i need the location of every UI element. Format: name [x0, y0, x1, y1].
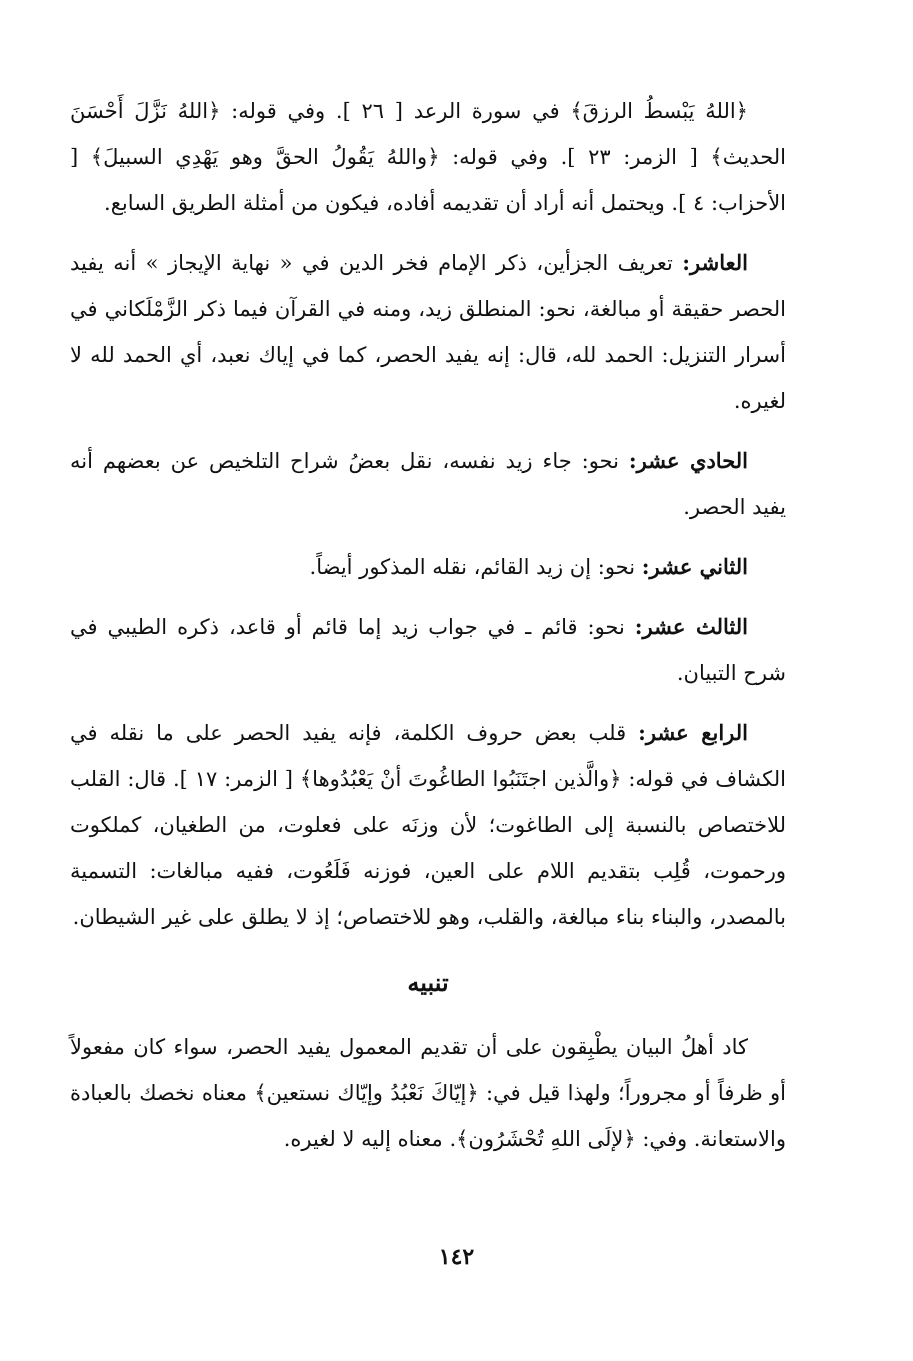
paragraph-lead: الحادي عشر: [628, 448, 748, 473]
paragraph-text: ﴿اللهُ يَبْسطُ الرزقَ﴾ في سورة الرعد [ ٢٦ ]. وفي قوله: ﴿اللهُ نَزَّلَ أَحْسَنَ الحديث﴾ [ الزمر: ٢٣ ]. وفي قوله: ﴿واللهُ يَقُولُ الحقَّ وهو يَهْدِي السبيلَ﴾ [ الأحزاب: ٤ ]. ويحتمل أنه أراد أن تقديمه أفاده، فيكون من أمثلة الطريق السابع. [70, 99, 787, 215]
paragraph-text: قلب بعض حروف الكلمة، فإنه يفيد الحصر على ما نقله في الكشاف في قوله: ﴿والَّذين اجتَنَبُوا الطاغُوتَ أنْ يَعْبُدُوها﴾ [ الزمر: ١٧ ]. قال: القلب للاختصاص بالنسبة إلى الطاغوت؛ لأن وزنَه على فعلوت، من الطغيان، كملكوت ورحموت، قُلِب بتقديم اللام على العين، فوزنه فَلَعُوت، ففيه مبالغات: التسمية بالمصدر، والبناء بناء مبالغة، والقلب، وهو للاختصاص؛ إذ لا يطلق على غير الشيطان. [70, 721, 786, 929]
paragraph-fourteenth [70, 710, 786, 940]
paragraph-continuation [70, 88, 786, 226]
paragraph-thirteenth [70, 604, 786, 696]
section-heading: تنبيه [407, 968, 449, 997]
paragraph-text: نحو: قائم ـ في جواب زيد إما قائم أو قاعد، ذكره الطيبي في شرح التبيان. [70, 615, 786, 685]
paragraph-twelfth [70, 544, 786, 590]
paragraph-eleventh [70, 438, 786, 530]
note-paragraph: كاد أهلُ البيان يطْبِقون على أن تقديم المعمول يفيد الحصر، سواء كان مفعولاً أو ظرفاً أو مجروراً؛ ولهذا قيل في: ﴿إيّاكَ نَعْبُدُ وإيّاك نستعين﴾ معناه نخصك بالعبادة والاستعانة. وفي: ﴿لإلَى اللهِ تُحْشَرُون﴾. معناه إليه لا لغيره. [70, 1035, 786, 1151]
paragraph-text: نحو: جاء زيد نفسه، نقل بعضُ شراح التلخيص عن بعضهم أنه يفيد الحصر. [70, 449, 786, 519]
paragraph-lead: الرابع عشر: [638, 720, 748, 745]
paragraph-text: نحو: إن زيد القائم، نقله المذكور أيضاً. [309, 555, 636, 579]
page-body [70, 88, 786, 1176]
page-number: ١٤٢ [438, 1244, 475, 1270]
paragraph-lead: الثالث عشر: [634, 614, 748, 639]
paragraph-text: تعريف الجزأين، ذكر الإمام فخر الدين في « نهاية الإيجاز » أنه يفيد الحصر حقيقة أو مبالغة، نحو: المنطلق زيد، ومنه في القرآن فيما ذكر الزَّمْلَكاني في أسرار التنزيل: الحمد لله، قال: إنه يفيد الحصر، كما في إياك نعبد، أي الحمد لله لا لغيره. [70, 251, 786, 413]
paragraph-tenth [70, 240, 786, 424]
paragraph-lead: العاشر: [682, 250, 748, 275]
paragraph-lead: الثاني عشر: [641, 554, 748, 579]
